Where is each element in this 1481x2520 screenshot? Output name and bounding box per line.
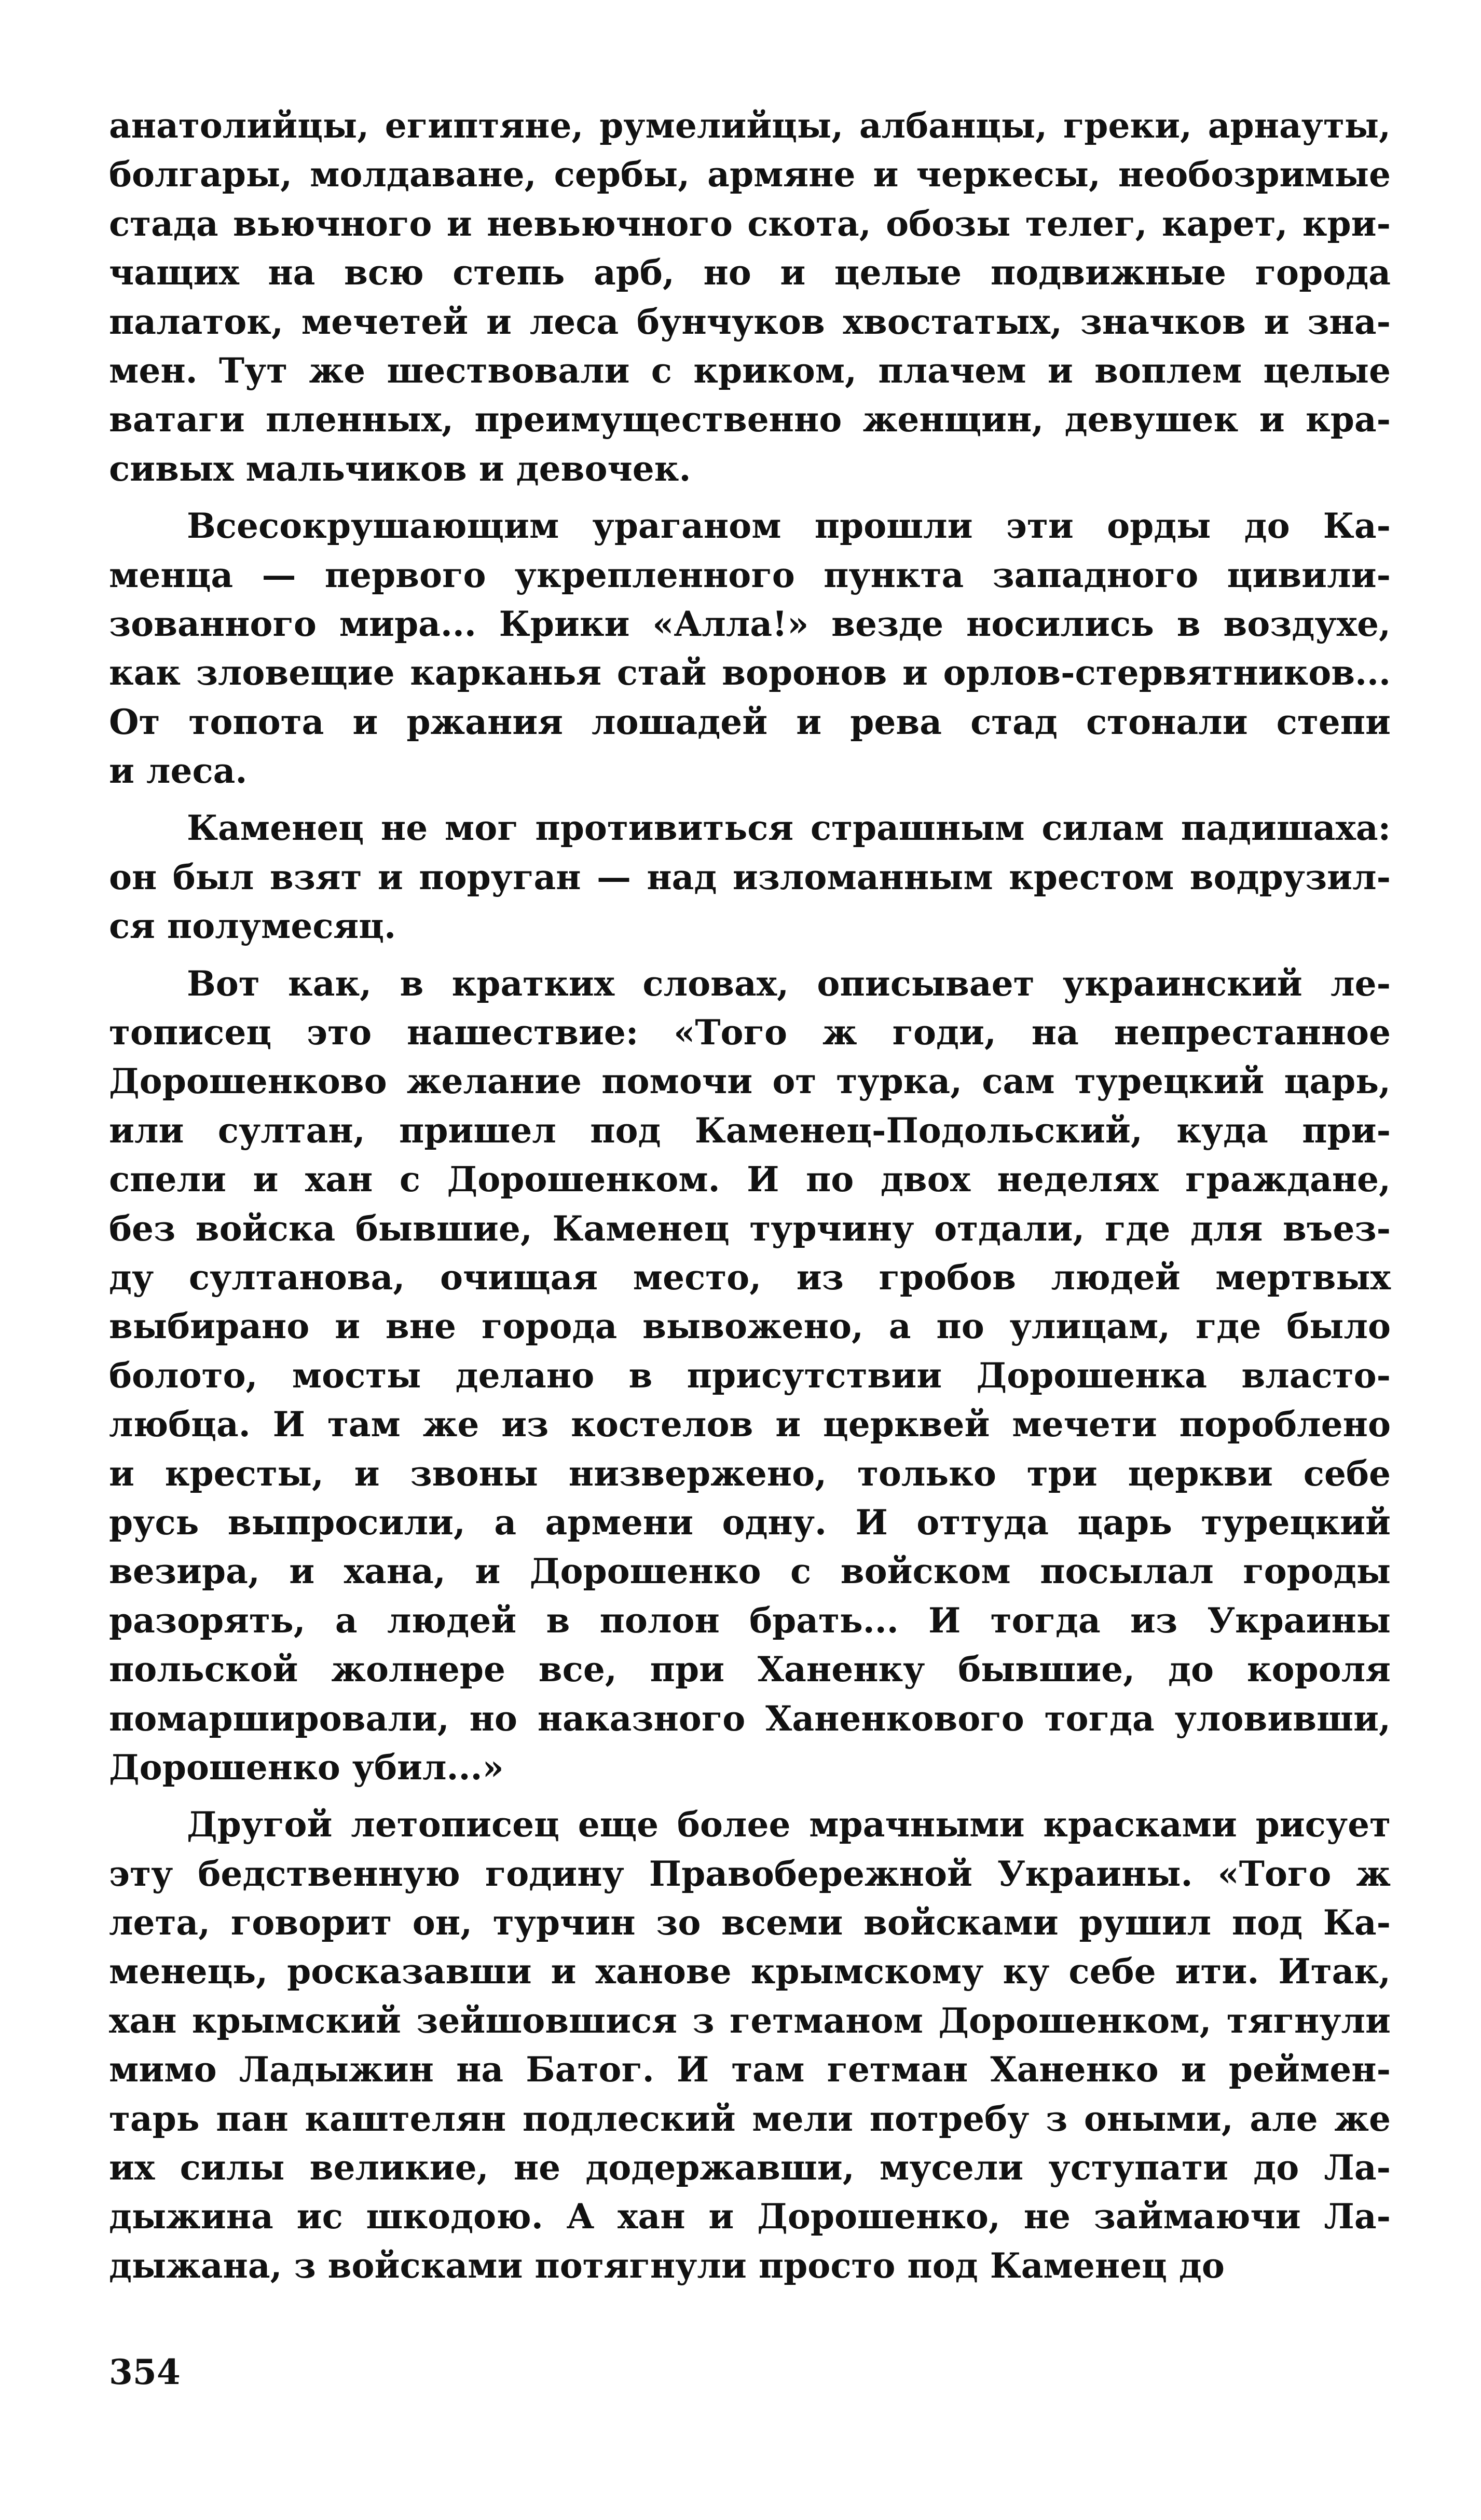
text-line: Вот как, в кратких словах, описывает украинский ле-	[187, 963, 1391, 1004]
text-line: Каменец не мог противиться страшным силам падишаха:	[187, 808, 1391, 849]
text-line: лета, говорит он, турчин зо всеми войсками рушил под Ка-	[109, 1902, 1391, 1943]
text-line: ся полумесяц.	[109, 906, 396, 947]
text-line: тарь пан каштелян подлеский мели потребу з оными, але же	[109, 2098, 1391, 2139]
text-line: любца. И там же из костелов и церквей мечети пороблено	[109, 1404, 1391, 1445]
text-line: Дорошенко убил...»	[109, 1747, 504, 1788]
text-line: выбирано и вне города вывожено, а по улицам, где было	[109, 1306, 1391, 1347]
text-line: Всесокрушающим ураганом прошли эти орды до Ка-	[187, 506, 1391, 547]
text-line: чащих на всю степь арб, но и целые подвижные города	[109, 252, 1391, 293]
text-line: как зловещие карканья стай воронов и орлов-стервятников...	[109, 652, 1391, 693]
paragraph	[109, 803, 1391, 950]
text-line: болото, мосты делано в присутствии Дорошенка власто-	[109, 1355, 1391, 1396]
text-line: он был взят и поруган — над изломанным крестом водрузил-	[109, 856, 1391, 897]
text-line: стада вьючного и невьючного скота, обозы телег, карет, кри-	[109, 203, 1391, 244]
text-line: Дорошенково желание помочи от турка, сам турецкий царь,	[109, 1061, 1391, 1102]
text-line: менца — первого укрепленного пункта западного цивили-	[109, 554, 1391, 595]
paragraph	[109, 959, 1391, 1792]
paragraph	[109, 501, 1391, 795]
text-line: их силы великие, не додержавши, мусели уступати до Ла-	[109, 2147, 1391, 2188]
text-line: мимо Ладыжин на Батог. И там гетман Ханенко и реймен-	[109, 2049, 1391, 2090]
text-line: Другой летописец еще более мрачными красками рисует	[187, 1804, 1391, 1845]
text-line: сивых мальчиков и девочек.	[109, 448, 691, 489]
text-line: анатолийцы, египтяне, румелийцы, албанцы, греки, арнауты,	[109, 105, 1391, 146]
text-line: болгары, молдаване, сербы, армяне и черкесы, необозримые	[109, 154, 1391, 195]
text-line: ватаги пленных, преимущественно женщин, девушек и кра-	[109, 399, 1391, 440]
text-line: менець, росказавши и ханове крымскому ку себе ити. Итак,	[109, 1951, 1391, 1992]
text-line: и кресты, и звоны низвержено, только три церкви себе	[109, 1453, 1391, 1494]
text-line: От топота и ржания лошадей и рева стад стонали степи	[109, 701, 1391, 742]
text-line: везира, и хана, и Дорошенко с войском посылал городы	[109, 1551, 1391, 1592]
text-line: спели и хан с Дорошенком. И по двох неделях граждане,	[109, 1159, 1391, 1200]
text-line: мен. Тут же шествовали с криком, плачем и воплем целые	[109, 350, 1391, 391]
text-line: тописец это нашествие: «Того ж годи, на непрестанное	[109, 1012, 1391, 1053]
paragraph	[109, 1800, 1391, 2290]
text-line: эту бедственную годину Правобережной Украины. «Того ж	[109, 1853, 1391, 1894]
text-line: помаршировали, но наказного Ханенкового тогда уловивши,	[109, 1698, 1391, 1739]
paragraph	[109, 101, 1391, 493]
text-line: польской жолнере все, при Ханенку бывшие, до короля	[109, 1649, 1391, 1690]
text-line: и леса.	[109, 751, 248, 792]
text-line: хан крымский зейшовшися з гетманом Дорошенком, тягнули	[109, 2000, 1391, 2041]
text-line: или султан, пришел под Каменец-Подольский, куда при-	[109, 1110, 1391, 1151]
text-line: русь выпросили, а армени одну. И оттуда царь турецкий	[109, 1502, 1391, 1543]
text-line: ду султанова, очищая место, из гробов людей мертвых	[109, 1257, 1391, 1298]
text-line: дыжина ис шкодою. А хан и Дорошенко, не займаючи Ла-	[109, 2196, 1391, 2237]
text-line: разорять, а людей в полон брать... И тогда из Украины	[109, 1600, 1391, 1641]
text-line: палаток, мечетей и леса бунчуков хвостатых, значков и зна-	[109, 301, 1391, 342]
text-line: зованного мира... Крики «Алла!» везде носились в воздухе,	[109, 603, 1391, 644]
page-number: 354	[109, 2352, 181, 2392]
text-line: дыжана, з войсками потягнули просто под Каменец до	[109, 2245, 1225, 2286]
body-text	[109, 101, 1391, 2298]
text-line: без войска бывшие, Каменец турчину отдали, где для въез-	[109, 1208, 1391, 1249]
